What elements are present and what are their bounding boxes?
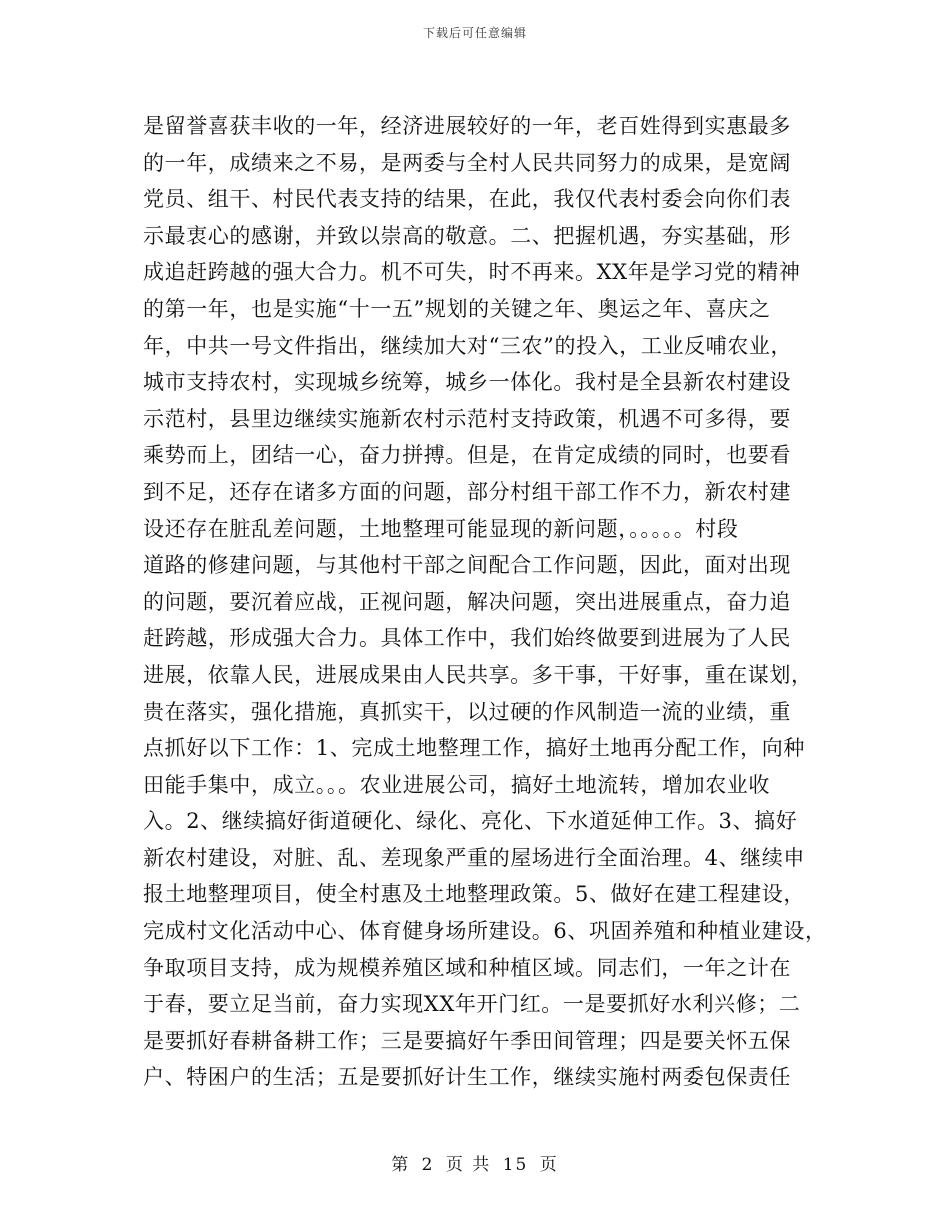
text-line: 的第一年，也是实施“十一五”规划的关键之年、奥运之年、喜庆之 xyxy=(143,296,771,321)
current-page-number: 2 xyxy=(421,1155,435,1175)
footer-prefix: 第 xyxy=(391,1155,411,1175)
text-line: 道路的修建问题，与其他村干部之间配合工作问题，因此，面对出现 xyxy=(143,553,791,578)
text-line: 的问题，要沉着应战，正视问题，解决问题，突出进展重点，奋力追 xyxy=(143,589,791,614)
footer-suffix: 页 xyxy=(539,1155,559,1175)
text-line: 的一年，成绩来之不易，是两委与全村人民共同努力的成果，是宽阔 xyxy=(143,150,791,175)
text-line: 年，中共一号文件指出，继续加大对“三农”的投入，工业反哺农业， xyxy=(143,333,793,358)
text-line: 于春，要立足当前，奋力实现XX年开门红。一是要抓好水利兴修；二 xyxy=(143,992,801,1017)
text-line: 入。2、继续搞好街道硬化、绿化、亮化、下水道延伸工作。3、搞好 xyxy=(143,809,798,834)
text-line: 贵在落实，强化措施，真抓实干，以过硬的作风制造一流的业绩，重 xyxy=(143,699,791,724)
page-footer xyxy=(0,1150,950,1175)
text-line: 点抓好以下工作：1、完成土地整理工作，搞好土地再分配工作，向种 xyxy=(143,736,805,761)
text-line: 报土地整理项目，使全村惠及土地整理政策。5、做好在建工程建设， xyxy=(143,882,805,907)
page-header: 下载后可任意编辑 xyxy=(422,26,527,40)
total-pages-number: 15 xyxy=(502,1155,529,1175)
text-line: 是要抓好春耕备耕工作；三是要搞好午季田间管理；四是要关怀五保 xyxy=(143,1028,791,1053)
text-line: 示范村，县里边继续实施新农村示范村支持政策，机遇不可多得，要 xyxy=(143,406,791,431)
text-line: 示最衷心的感谢，并致以崇高的敬意。二、把握机遇，夯实基础，形 xyxy=(143,223,791,248)
text-line: 户、特困户的生活；五是要抓好计生工作，继续实施村两委包保责任 xyxy=(143,1065,791,1090)
text-line: 进展，依靠人民，进展成果由人民共享。多干事，干好事，重在谋划， xyxy=(143,662,813,687)
text-line: 新农村建设，对脏、乱、差现象严重的屋场进行全面治理。4、继续申 xyxy=(143,845,805,870)
text-line: 赶跨越，形成强大合力。具体工作中，我们始终做要到进展为了人民 xyxy=(143,626,791,651)
text-line: 田能手集中，成立。。。农业进展公司，搞好土地流转，增加农业收 xyxy=(143,772,770,797)
text-line: 设还存在脏乱差问题，土地整理可能显现的新问题，。。。。。村段 xyxy=(143,516,739,541)
document-body xyxy=(143,108,827,1096)
text-line: 城市支持农村，实现城乡统筹，城乡一体化。我村是全县新农村建设 xyxy=(143,370,791,395)
text-line: 争取项目支持，成为规模养殖区域和种植区域。同志们，一年之计在 xyxy=(143,955,791,980)
text-line: 乘势而上，团结一心，奋力拼搏。但是，在肯定成绩的同时，也要看 xyxy=(143,443,791,468)
text-line: 是留誉喜获丰收的一年，经济进展较好的一年，老百姓得到实惠最多 xyxy=(143,114,791,138)
footer-middle: 页 共 xyxy=(445,1155,492,1175)
text-line: 完成村文化活动中心、体育健身场所建设。6、巩固养殖和种植业建设， xyxy=(143,919,827,944)
text-line: 党员、组干、村民代表支持的结果，在此，我仅代表村委会向你们表 xyxy=(143,187,791,212)
text-line: 成追赶跨越的强大合力。机不可失，时不再来。XX年是学习党的精神 xyxy=(143,260,801,285)
text-line: 到不足，还存在诸多方面的问题，部分村组干部工作不力，新农村建 xyxy=(143,479,791,504)
